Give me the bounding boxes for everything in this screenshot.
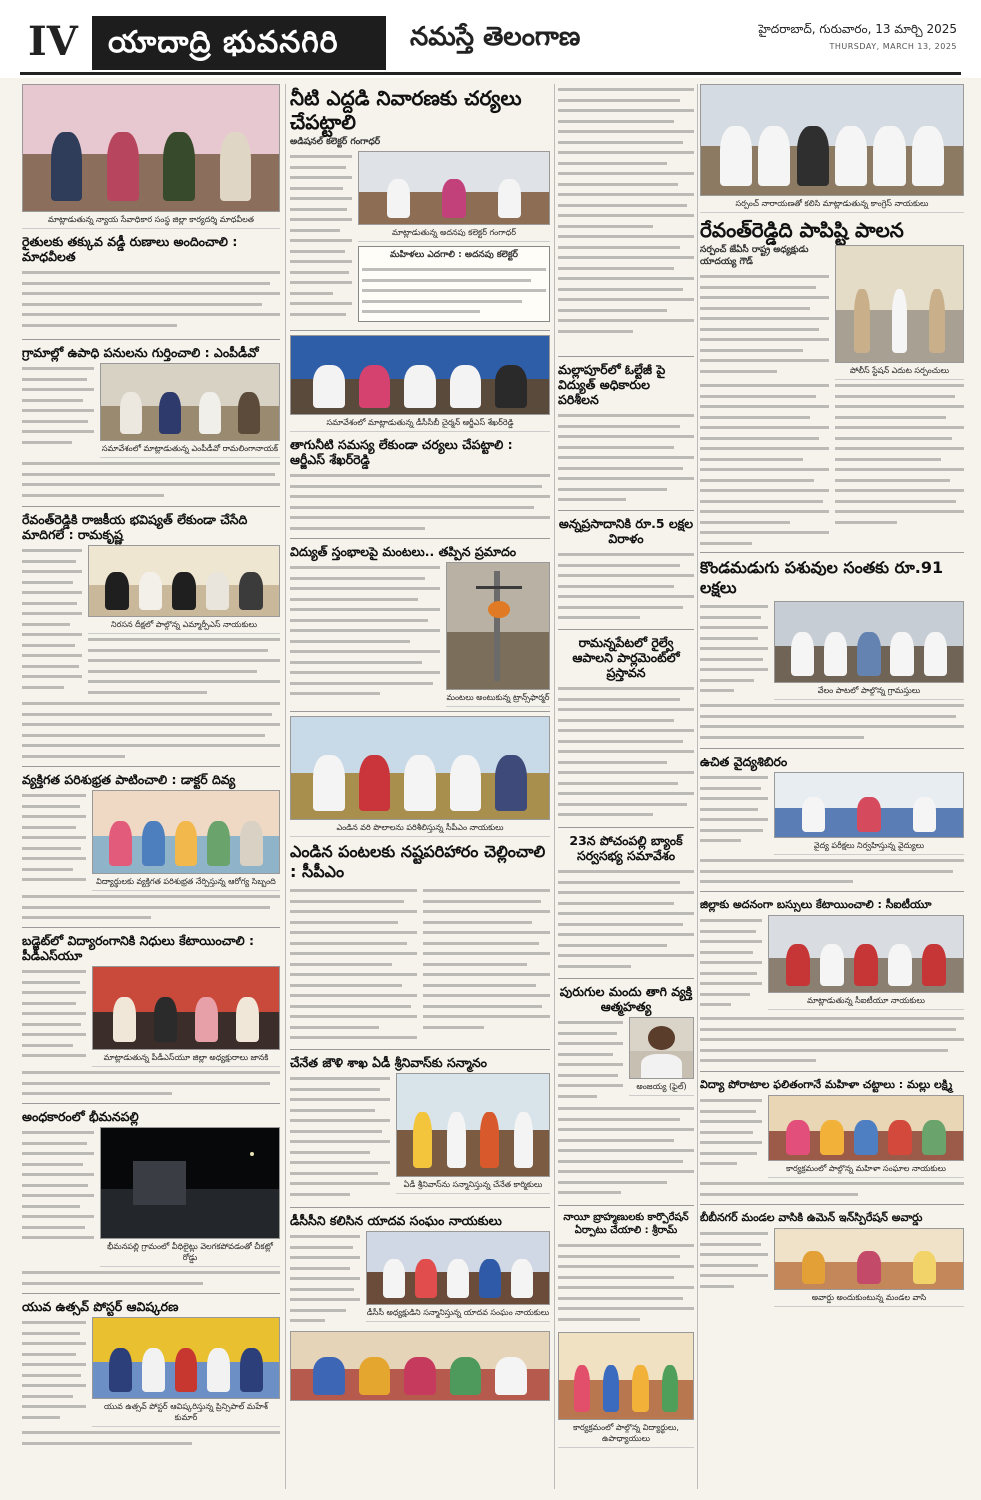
article-body bbox=[558, 549, 694, 625]
photo-dried-paddy bbox=[290, 716, 550, 820]
article-body bbox=[558, 84, 694, 352]
photo-caption: యువ ఉత్సవ్ పోస్టర్ ఆవిష్కరిస్తున్న ప్రిన్సిపాల్ మహేశ్ కుమార్ bbox=[92, 1399, 280, 1427]
article-body bbox=[700, 700, 964, 744]
article-body bbox=[22, 545, 82, 695]
article-body bbox=[88, 634, 280, 698]
article-body bbox=[700, 855, 964, 887]
photo-caption: సర్పంచ్ నారాయణతో కలిసి మాట్లాడుతున్న కాంగ్రెస్ నాయకులు bbox=[700, 196, 964, 213]
article-body bbox=[22, 1317, 86, 1427]
column-rule bbox=[285, 84, 286, 1489]
article-body bbox=[22, 363, 94, 453]
article-body bbox=[290, 151, 352, 321]
article-body bbox=[558, 683, 694, 823]
photo-group bbox=[290, 1331, 550, 1401]
headline: బీబీనగర్ మండల వాసికి ఉమెన్ ఇన్‌స్పిరేషన్ అవార్డు bbox=[700, 1211, 923, 1224]
headline: కొండమడుగు పశువుల సంతకు రూ.91 లక్షలు bbox=[700, 558, 944, 597]
photo-poster-release bbox=[92, 1317, 280, 1399]
photo-caption: సమావేశంలో మాట్లాడుతున్న డీసీసీబీ చైర్మన్ ఆర్జీఎస్ శేఖర్‌రెడ్డి bbox=[290, 415, 550, 432]
headline: యువ ఉత్సవ్ పోస్టర్ ఆవిష్కరణ bbox=[22, 1299, 179, 1314]
column-1 bbox=[22, 84, 280, 1489]
article-body bbox=[290, 1073, 390, 1203]
photo-deceased bbox=[629, 1017, 694, 1079]
photo-caption: మాట్లాడుతున్న అదనపు కలెక్టర్ గంగాధర్ bbox=[358, 225, 550, 242]
photo-hygiene-awareness bbox=[92, 790, 280, 874]
headline: డీసీసీని కలిసిన యాదవ సంఘం నాయకులు bbox=[290, 1213, 502, 1228]
dateline-english: THURSDAY, MARCH 13, 2025 bbox=[829, 42, 957, 51]
photo-cattle-market-auction bbox=[774, 601, 964, 683]
photo-caption: అవార్డు అందుకుంటున్న మండల వాసి bbox=[774, 1290, 964, 1307]
headline: రేవంత్‌రెడ్డిది పాపిష్టి పాలన bbox=[700, 218, 904, 242]
photo-citu-protest bbox=[768, 915, 964, 993]
headline: అంధకారంలో భీమనపల్లి bbox=[22, 1109, 139, 1124]
photo-caption: మాట్లాడుతున్న సీఐటీయూ నాయకులు bbox=[768, 993, 964, 1010]
headline: విద్యా పోరాటాల ఫలితంగానే మహిళా చట్టాలు : మల్లు లక్ష్మి bbox=[700, 1078, 953, 1091]
photo-caption: పోలీస్ స్టేషన్ ఎదుట సర్పంచులు bbox=[835, 363, 964, 380]
article-body bbox=[290, 885, 417, 1045]
column-rule bbox=[697, 84, 698, 1489]
column-2 bbox=[290, 84, 550, 1489]
article-body bbox=[290, 470, 550, 534]
article-body bbox=[22, 891, 280, 923]
article-body bbox=[22, 1267, 280, 1289]
photo-students bbox=[558, 1332, 694, 1420]
article-body bbox=[558, 1240, 694, 1328]
column-3 bbox=[558, 84, 694, 1489]
article-body bbox=[290, 562, 440, 702]
sidebar-box bbox=[358, 246, 550, 322]
article-body bbox=[700, 1095, 762, 1175]
headline: నాయీ బ్రాహ్మణులకు కార్పొరేషన్ ఏర్పాటు చేయాలి : శ్రీరామ్ bbox=[563, 1212, 689, 1236]
photo-dccb-chairman bbox=[290, 335, 550, 415]
article-body bbox=[362, 264, 546, 318]
article-body bbox=[700, 1228, 768, 1298]
article-body bbox=[22, 458, 280, 502]
article-body bbox=[700, 271, 829, 379]
lead-byline: అడిషనల్ కలెక్టర్ గంగాధర్ bbox=[290, 137, 381, 147]
article-body bbox=[700, 601, 768, 699]
article-body bbox=[22, 698, 280, 762]
photo-police-station bbox=[835, 245, 964, 363]
headline: అన్నప్రసాదానికి రూ.5 లక్షల విరాళం bbox=[558, 516, 694, 546]
masthead-rule bbox=[20, 72, 961, 75]
photo-caption: మంటలు అంటుకున్న ట్రాన్స్‌ఫార్మర్ bbox=[446, 690, 550, 707]
article-body bbox=[700, 772, 768, 852]
photo-pdsu-leaders bbox=[92, 966, 280, 1050]
article-body bbox=[558, 866, 694, 974]
photo-caption: నిరసన దీక్షలో పాల్గొన్న ఎమ్మార్పీఎస్ నాయకులు bbox=[88, 617, 280, 634]
photo-caption: వేలం పాటలో పాల్గొన్న గ్రామస్తులు bbox=[774, 683, 964, 700]
headline: రామన్నపేటలో రైల్వే ఆపాలని పార్లమెంట్‌లో ప్రస్తావన bbox=[572, 635, 680, 680]
headline: మల్లాపూర్‌లో ఓల్టేజీ పై విద్యుత్ అధికారుల పరిశీలన bbox=[558, 362, 666, 407]
article-body bbox=[22, 966, 86, 1066]
article-body bbox=[423, 885, 550, 1045]
photo-yadava-sangham bbox=[366, 1231, 550, 1305]
article-body bbox=[22, 1427, 280, 1449]
article-body bbox=[22, 1067, 280, 1099]
headline: 23న పోచంపల్లి బ్యాంక్ సర్వసభ్య సమావేశం bbox=[569, 833, 683, 863]
article-body bbox=[290, 1231, 360, 1327]
headline: గ్రామాల్లో ఉపాధి పనులను గుర్తించాలి : ఎంపీడీవో bbox=[22, 345, 259, 360]
article-body bbox=[700, 1013, 964, 1067]
masthead bbox=[0, 0, 981, 78]
headline: తాగునీటి సమస్య లేకుండా చర్యలు చేపట్టాలి : ఆర్జీఎస్ శేఖర్‌రెడ్డి bbox=[290, 437, 513, 467]
headline: వ్యక్తిగత పరిశుభ్రత పాటించాలి : డాక్టర్ దివ్య bbox=[22, 772, 236, 787]
photo-caption: భీమనపల్లి గ్రామంలో వీధిలైట్లు వెలగకపోవడంతో చీకట్లో రోడ్డు bbox=[100, 1239, 280, 1267]
article-body bbox=[22, 1127, 94, 1247]
headline: విద్యుత్ స్తంభాలపై మంటలు.. తప్పిన ప్రమాదం bbox=[290, 544, 517, 559]
article-body bbox=[22, 267, 280, 335]
photo-caption: మాట్లాడుతున్న పీడీఎస్‌యూ జిల్లా అధ్యక్షురాలు జానకి bbox=[92, 1050, 280, 1067]
photo-dark-village bbox=[100, 1127, 280, 1239]
photo-caption: ఏడీ శ్రీనివాస్‌ను సన్మానిస్తున్న చేనేత కార్మికులు bbox=[396, 1177, 550, 1194]
column-rule bbox=[554, 84, 555, 1489]
photo-caption: మాట్లాడుతున్న న్యాయ సేవాధికార సంస్థ జిల్లా కార్యదర్శి మాధవీలత bbox=[22, 212, 280, 229]
photo-mpdo-meeting bbox=[100, 363, 280, 441]
photo-legal-aid-meeting bbox=[22, 84, 280, 212]
paper-name: నమస్తే తెలంగాణ bbox=[410, 22, 581, 52]
photo-women-leaders bbox=[768, 1095, 964, 1161]
photo-award bbox=[774, 1228, 964, 1290]
headline: పురుగుల మందు తాగి వ్యక్తి ఆత్మహత్య bbox=[559, 984, 693, 1014]
article-body bbox=[700, 380, 829, 548]
headline: రేవంత్‌రెడ్డికి రాజకీయ భవిష్యత్ లేకుండా చేసేది మాదిగలే : రామకృష్ణ bbox=[22, 512, 248, 542]
photo-medical-camp bbox=[774, 772, 964, 838]
photo-caption: విద్యార్థులకు వ్యక్తిగత పరిశుభ్రత నేర్పిస్తున్న ఆరోగ్య సిబ్బంది bbox=[92, 874, 280, 891]
headline: బడ్జెట్‌లో విద్యారంగానికి నిధులు కేటాయించాలి : పీడీఎస్‌యూ bbox=[22, 933, 254, 963]
headline: జిల్లాకు అదనంగా బస్సులు కేటాయించాలి : సీఐటీయూ bbox=[700, 898, 932, 911]
article-body bbox=[835, 380, 964, 548]
article-body bbox=[558, 410, 694, 506]
photo-caption: అంజయ్య (ఫైల్) bbox=[629, 1079, 694, 1096]
dateline-telugu: హైదరాబాద్, గురువారం, 13 మార్చి 2025 bbox=[758, 22, 957, 36]
edition-title: యాదాద్రి భువనగిరి bbox=[92, 16, 386, 70]
article-body bbox=[558, 1103, 694, 1201]
headline: చేనేత జౌళి శాఖ ఏడీ శ్రీనివాస్‌కు సన్మానం bbox=[290, 1055, 487, 1070]
headline: ఉచిత వైద్యశిబిరం bbox=[700, 754, 788, 769]
article-body bbox=[700, 1178, 964, 1200]
article-body bbox=[558, 1017, 623, 1103]
headline: ఎండిన పంటలకు నష్టపరిహారం చెల్లించాలి : సీపీఎం bbox=[290, 842, 546, 881]
photo-caption: సమావేశంలో మాట్లాడుతున్న ఎంపీడీవో రామలింగానాయక్ bbox=[100, 441, 280, 458]
photo-mrps-protest bbox=[88, 545, 280, 617]
photo-additional-collector bbox=[358, 151, 550, 225]
photo-congress-leaders bbox=[700, 84, 964, 196]
photo-caption: డీసీసీ అధ్యక్షుడిని సన్మానిస్తున్న యాదవ సంఘం నాయకులు bbox=[366, 1305, 550, 1322]
headline: రైతులకు తక్కువ వడ్డీ రుణాలు అందించాలి : మాధవీలత bbox=[22, 234, 238, 264]
lead-headline: నీటి ఎద్దడి నివారణకు చర్యలు చేపట్టాలి bbox=[290, 86, 522, 134]
photo-caption: కార్యక్రమంలో పాల్గొన్న విద్యార్థులు, ఉపాధ్యాయులు bbox=[558, 1420, 694, 1448]
photo-handloom-felicitation bbox=[396, 1073, 550, 1177]
photo-caption: కార్యక్రమంలో పాల్గొన్న మహిళా సంఘాల నాయకులు bbox=[768, 1161, 964, 1178]
article-body bbox=[22, 790, 86, 890]
photo-caption: వైద్య పరీక్షలు నిర్వహిస్తున్న వైద్యులు bbox=[774, 838, 964, 855]
photo-electric-pole-fire bbox=[446, 562, 550, 690]
page-number: IV bbox=[28, 18, 78, 65]
photo-caption: ఎండిన వరి పొలాలను పరిశీలిస్తున్న సీపీఎం నాయకులు bbox=[290, 820, 550, 837]
article-body bbox=[700, 915, 762, 1013]
box-headline: మహిళలు ఎదగాలి : అదనపు కలెక్టర్ bbox=[390, 250, 518, 260]
column-4 bbox=[700, 84, 964, 1489]
story-byline: సర్పంచ్ జేఏసీ రాష్ట్ర అధ్యక్షుడు యాదయ్య గౌడ్ bbox=[700, 245, 809, 267]
